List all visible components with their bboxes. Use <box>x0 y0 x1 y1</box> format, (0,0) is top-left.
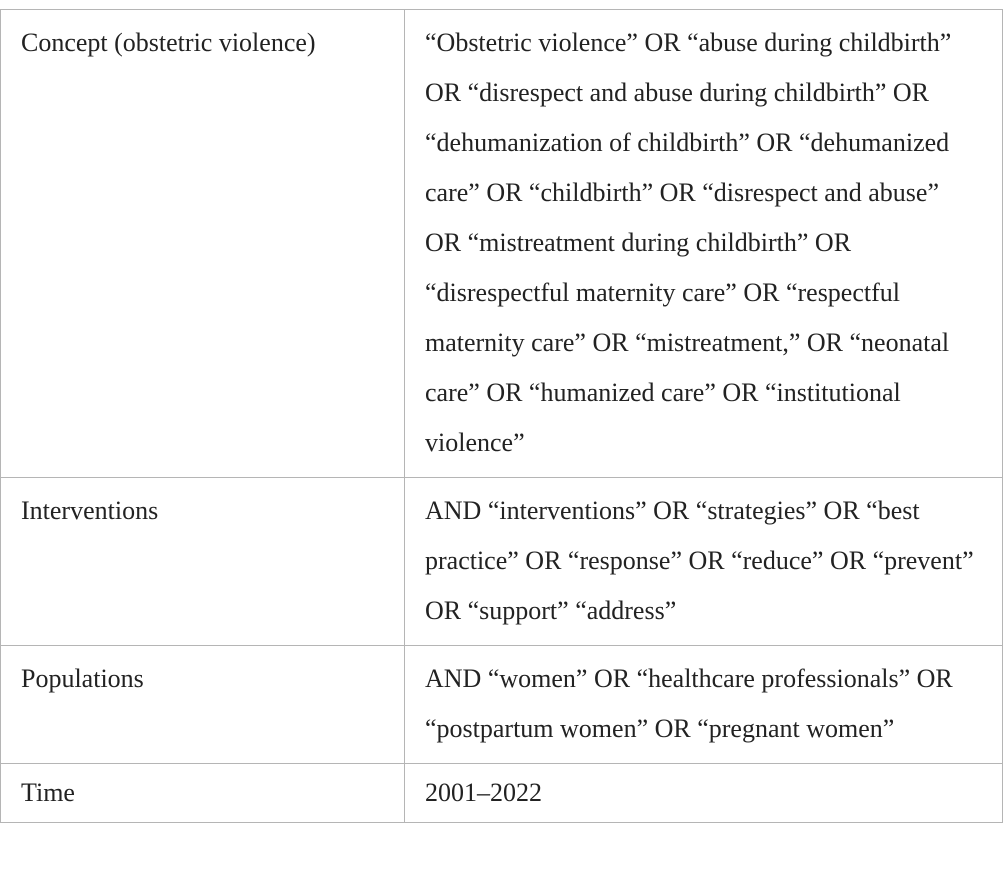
row-label-time: Time <box>1 764 405 823</box>
row-terms-interventions: AND “interventions” OR “strategies” OR “best practice” OR “response” OR “reduce” OR “prevent” OR “support” “address” <box>405 478 1003 646</box>
row-terms-populations: AND “women” OR “healthcare professionals” OR “postpartum women” OR “pregnant women” <box>405 646 1003 764</box>
search-strategy-table <box>0 9 1003 823</box>
row-terms-concept: “Obstetric violence” OR “abuse during childbirth” OR “disrespect and abuse during childbirth” OR “dehumanization of childbirth” OR “dehumanized care” OR “childbirth” OR “disrespect and abuse” OR “mistreatment during childbirth” OR “disrespectful maternity care” OR “respectful maternity care” OR “mistreatment,” OR “neonatal care” OR “humanized care” OR “institutional violence” <box>405 10 1003 478</box>
row-label-concept: Concept (obstetric violence) <box>1 10 405 478</box>
table-row-time <box>1 764 1003 823</box>
row-label-populations: Populations <box>1 646 405 764</box>
row-label-interventions: Interventions <box>1 478 405 646</box>
table-row-concept <box>1 10 1003 478</box>
table-row-populations <box>1 646 1003 764</box>
row-terms-time: 2001–2022 <box>405 764 1003 823</box>
table-row-interventions <box>1 478 1003 646</box>
